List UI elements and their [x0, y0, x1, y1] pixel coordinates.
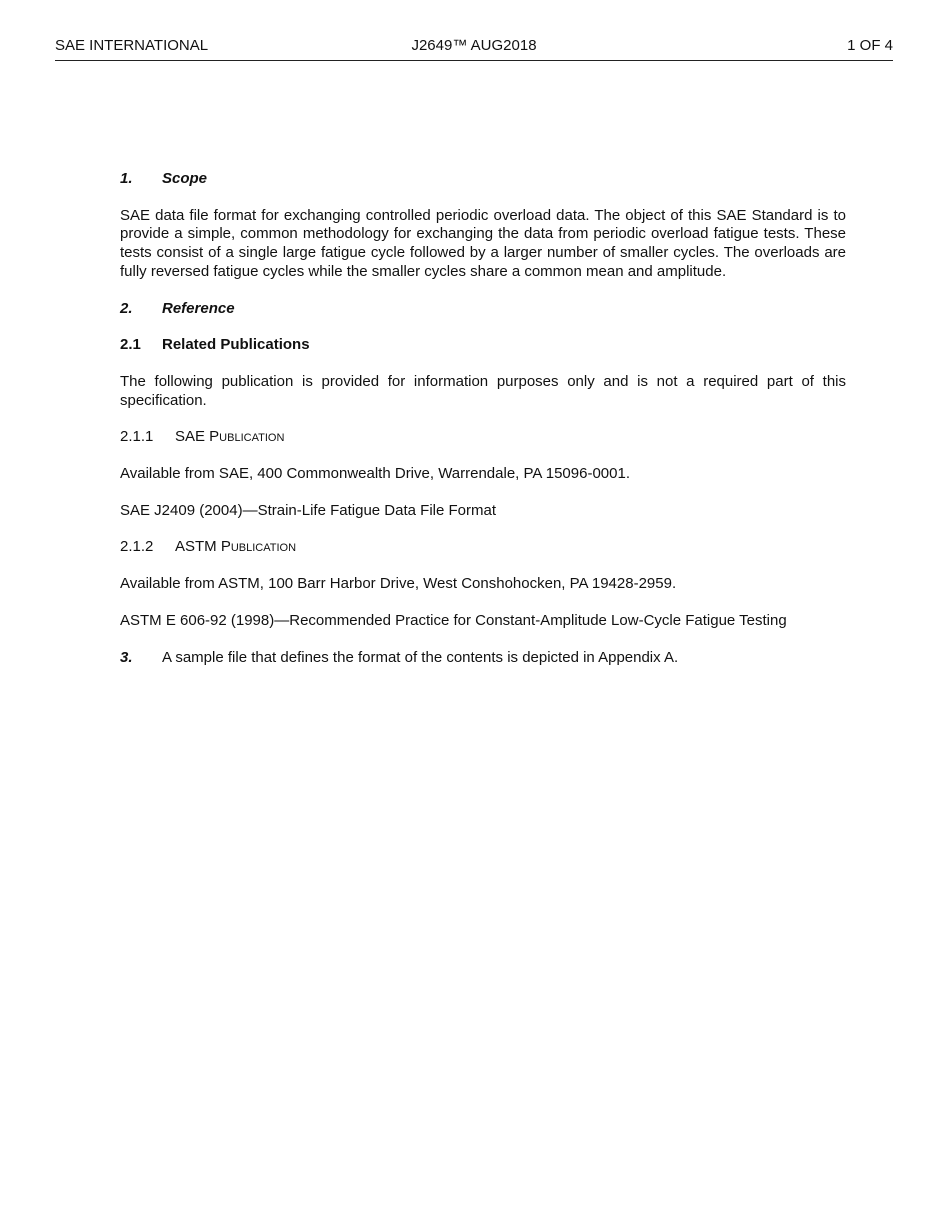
- section-2-number: 2.: [120, 299, 133, 317]
- section-2-heading: [120, 300, 846, 319]
- header-document-id: J2649™ AUG2018: [411, 37, 537, 54]
- sae-reference: SAE J2409 (2004)—Strain-Life Fatigue Data File Format: [120, 501, 497, 519]
- section-1-number: 1.: [120, 170, 133, 187]
- section-2-1-body: The following publication is provided for information purposes only and is not a required part of this specification.: [120, 372, 846, 409]
- section-2-1-2-title: ASTM Publication: [175, 538, 297, 556]
- section-2-1-number: 2.1: [120, 336, 141, 354]
- section-2-1-2-heading: [120, 538, 846, 557]
- section-2-1-1-title: SAE Publication: [175, 428, 285, 446]
- header-page-number: 1 OF 4: [847, 37, 893, 54]
- section-1-title: Scope: [162, 170, 208, 187]
- section-2-title: Reference: [162, 299, 235, 317]
- section-3: [120, 649, 846, 668]
- sae-availability: Available from SAE, 400 Commonwealth Drive, Warrendale, PA 15096-0001.: [120, 465, 630, 483]
- document-body: [120, 170, 846, 685]
- section-2-1-1-number: 2.1.1: [120, 428, 154, 446]
- section-1-heading: [120, 170, 846, 189]
- section-2-1-2-number: 2.1.2: [120, 538, 154, 556]
- astm-availability: Available from ASTM, 100 Barr Harbor Drive, West Conshohocken, PA 19428-2959.: [120, 575, 677, 593]
- section-2-1-heading: [120, 336, 846, 355]
- section-2-1-title: Related Publications: [162, 336, 310, 354]
- astm-reference: ASTM E 606-92 (1998)—Recommended Practice for Constant-Amplitude Low-Cycle Fatigue Testing: [120, 611, 787, 629]
- section-3-number: 3.: [120, 648, 133, 666]
- page-header: [55, 37, 893, 61]
- section-2-1-1-heading: [120, 428, 846, 447]
- section-1-body: SAE data file format for exchanging controlled periodic overload data. The object of this SAE Standard is to provide a simple, common methodology for exchanging the data from periodic overload fatigue tests. These tests consist of a single large fatigue cycle followed by a larger number of smaller cycles. The overloads are fully reversed fatigue cycles while the smaller cycles share a common mean and amplitude.: [120, 206, 846, 280]
- header-organization: SAE INTERNATIONAL: [55, 37, 209, 54]
- section-3-text: A sample file that defines the format of the contents is depicted in Appendix A.: [162, 648, 679, 666]
